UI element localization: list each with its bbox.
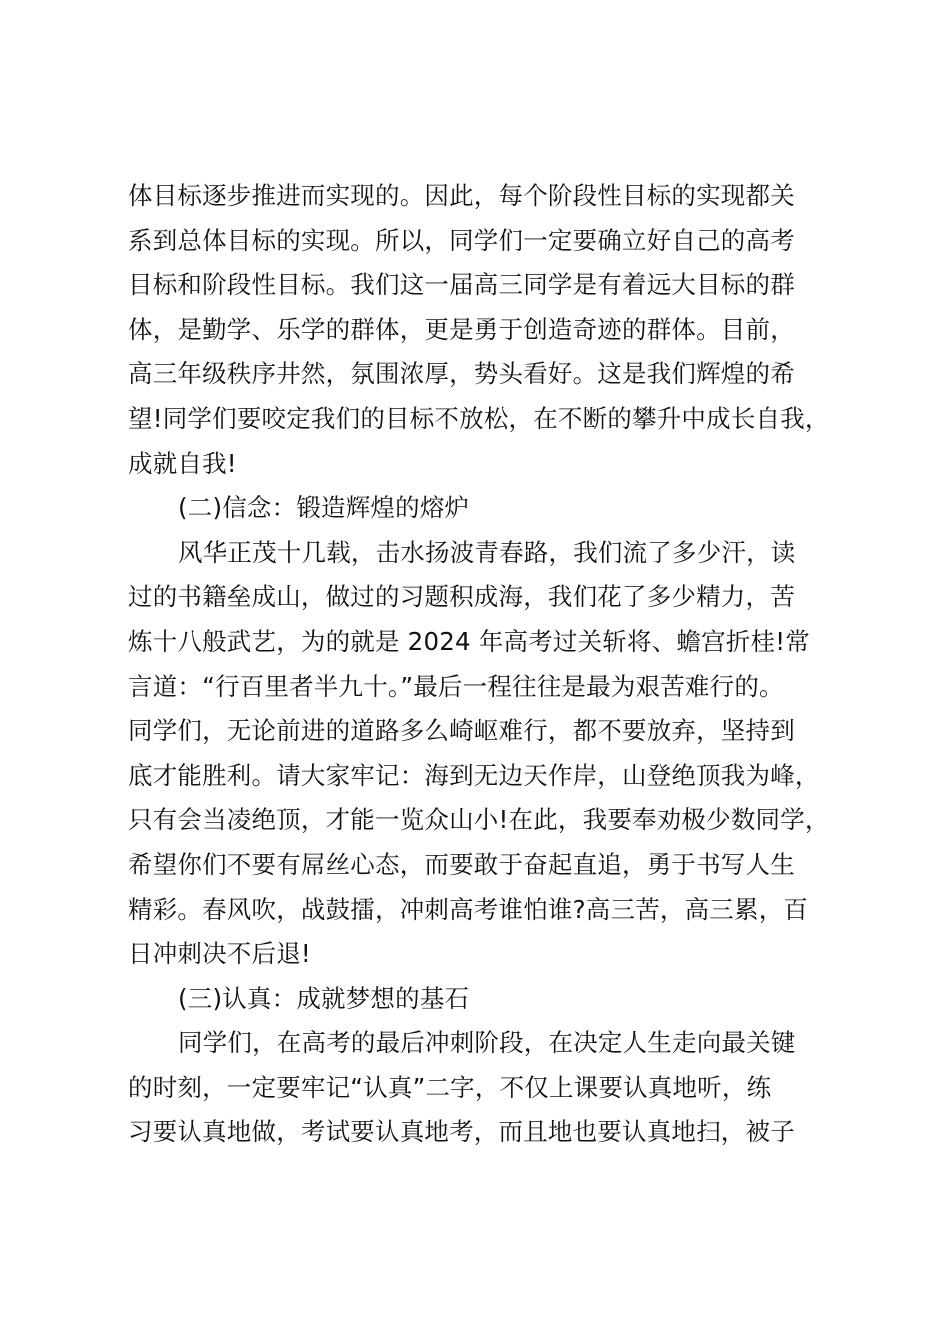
text-line-20: 同学们，在高考的最后冲刺阶段，在决定人生走向最关键 bbox=[178, 1028, 796, 1058]
text-line-18: 日冲刺决不后退! bbox=[128, 939, 311, 969]
section-heading-2: (二)信念：锻造辉煌的熔炉 bbox=[178, 493, 470, 523]
text-line-7: 成就自我! bbox=[128, 448, 237, 478]
text-line-10: 过的书籍垒成山，做过的习题积成海，我们花了多少精力，苦 bbox=[128, 582, 795, 612]
text-line-3: 目标和阶段性目标。我们这一届高三同学是有着远大目标的群 bbox=[128, 270, 795, 300]
body-text bbox=[128, 174, 858, 1155]
text-line-21: 的时刻，一定要牢记“认真”二字，不仅上课要认真地听，练 bbox=[128, 1072, 772, 1102]
text-line-16: 希望你们不要有屌丝心态，而要敢于奋起直追，勇于书写人生 bbox=[128, 849, 795, 879]
text-line-14: 底才能胜利。请大家牢记：海到无边天作岸，山登绝顶我为峰， bbox=[128, 760, 820, 790]
text-line-9: 风华正茂十几载，击水扬波青春路，我们流了多少汗，读 bbox=[178, 537, 796, 567]
text-line-15: 只有会当凌绝顶，才能一览众山小!在此，我要奉劝极少数同学， bbox=[128, 805, 830, 835]
text-line-5: 高三年级秩序井然，氛围浓厚，势头看好。这是我们辉煌的希 bbox=[128, 359, 795, 389]
text-line-12: 言道：“行百里者半九十。”最后一程往往是最为艰苦难行的。 bbox=[128, 671, 784, 701]
text-line-4: 体，是勤学、乐学的群体，更是勇于创造奇迹的群体。目前， bbox=[128, 314, 795, 344]
text-line-17: 精彩。春风吹，战鼓擂，冲刺高考谁怕谁?高三苦，高三累，百 bbox=[128, 894, 809, 924]
text-line-1: 体目标逐步推进而实现的。因此，每个阶段性目标的实现都关 bbox=[128, 181, 795, 210]
text-line-2: 系到总体目标的实现。所以，同学们一定要确立好自己的高考 bbox=[128, 225, 795, 255]
text-line-13: 同学们，无论前进的道路多么崎岖难行，都不要放弃，坚持到 bbox=[128, 716, 795, 746]
text-line-22: 习要认真地做，考试要认真地考，而且地也要认真地扫，被子 bbox=[128, 1117, 795, 1147]
text-line-11: 炼十八般武艺，为的就是 2024 年高考过关斩将、蟾宫折桂!常 bbox=[128, 626, 810, 656]
section-heading-3: (三)认真：成就梦想的基石 bbox=[178, 983, 470, 1013]
text-line-6: 望!同学们要咬定我们的目标不放松，在不断的攀升中成长自我， bbox=[128, 403, 830, 433]
